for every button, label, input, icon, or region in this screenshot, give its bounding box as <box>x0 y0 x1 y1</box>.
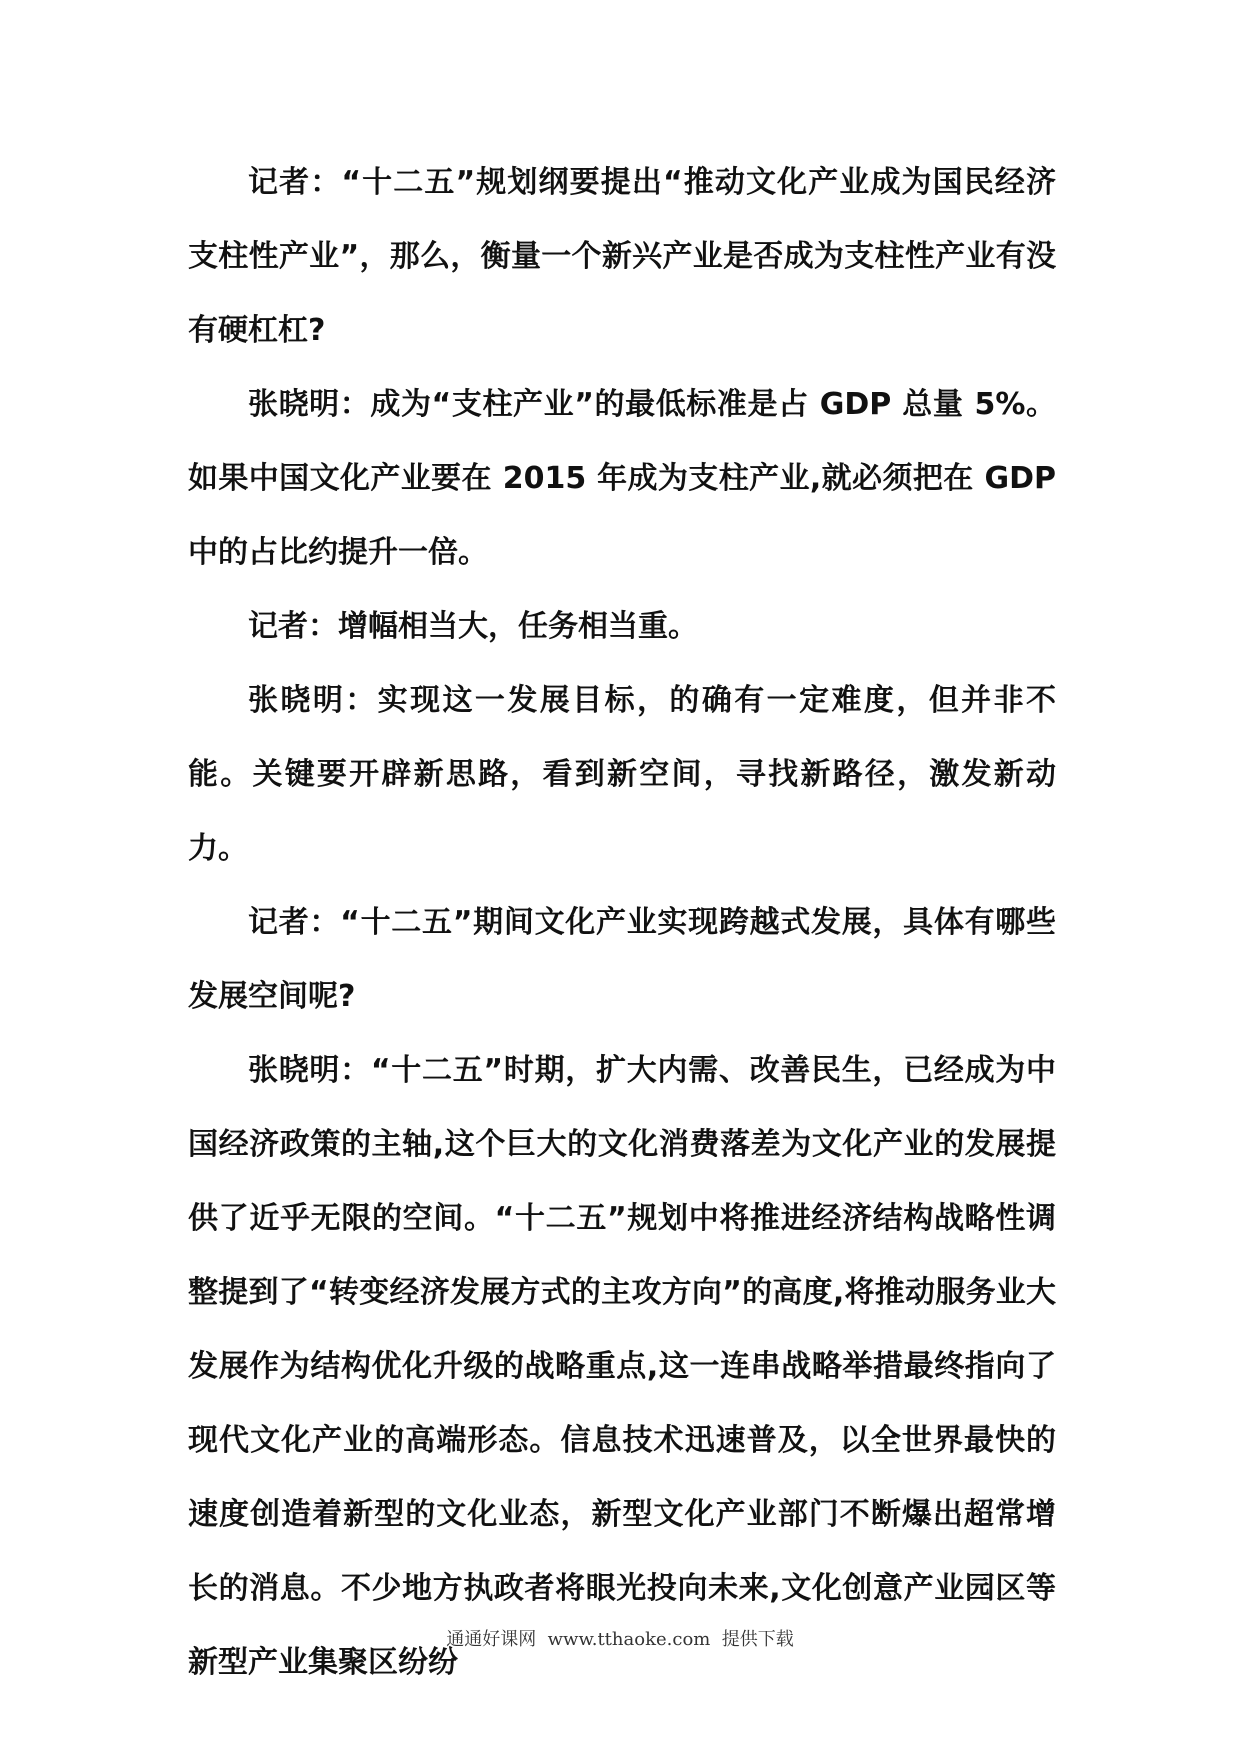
paragraph-answer-1: 张晓明：成为“支柱产业”的最低标准是占 GDP 总量 5%。如果中国文化产业要在 2015 年成为支柱产业,就必须把在 GDP 中的占比约提升一倍。 <box>188 387 1056 570</box>
paragraph-reporter-question-1: 记者：“十二五”规划纲要提出“推动文化产业成为国民经济支柱性产业”，那么，衡量一个新兴产业是否成为支柱性产业有没有硬杠杠? <box>188 165 1056 348</box>
paragraph-answer-3: 张晓明：“十二五”时期，扩大内需、改善民生，已经成为中国经济政策的主轴,这个巨大的文化消费落差为文化产业的发展提供了近乎无限的空间。“十二五”规划中将推进经济结构战略性调整提到了“转变经济发展方式的主攻方向”的高度,将推动服务业大发展作为结构优化升级的战略重点,这一连串战略举措最终指向了现代文化产业的高端形态。信息技术迅速普及，以全世界最快的速度创造着新型的文化业态，新型文化产业部门不断爆出超常增长的消息。不少地方执政者将眼光投向未来,文化创意产业园区等新型产业集聚区纷纷 <box>188 1053 1056 1680</box>
paragraph-reporter-question-2: 记者：“十二五”期间文化产业实现跨越式发展，具体有哪些发展空间呢? <box>188 905 1056 1014</box>
paragraph-reporter-comment: 记者：增幅相当大，任务相当重。 <box>248 609 698 644</box>
paragraph-answer-2: 张晓明：实现这一发展目标，的确有一定难度，但并非不能。关键要开辟新思路，看到新空间，寻找新路径，激发新动力。 <box>188 683 1056 866</box>
article-body <box>188 146 1056 1700</box>
page-footer: 通通好课网 www.tthaoke.com 提供下载 <box>446 1629 794 1650</box>
